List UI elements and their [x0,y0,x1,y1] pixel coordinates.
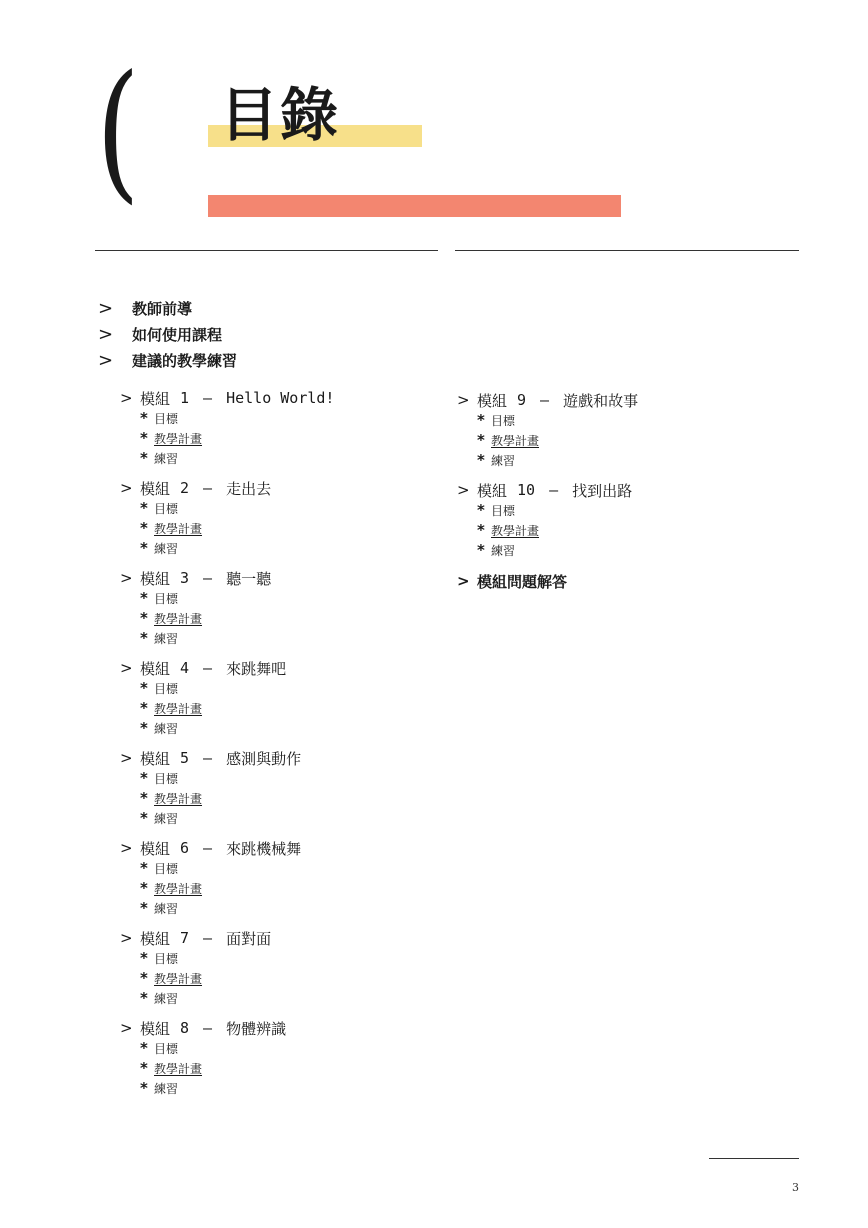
asterisk-icon: * [477,431,485,449]
asterisk-icon: * [140,789,148,807]
module-heading-1[interactable] [120,388,334,408]
module-subitem[interactable] [457,450,638,470]
subitem-label: 練習 [491,543,516,558]
module-subitem[interactable] [120,608,334,628]
module-subitem[interactable] [120,988,334,1008]
module-subitem[interactable] [120,788,334,808]
module-entry [120,748,334,828]
module-subitem[interactable] [457,500,638,520]
asterisk-icon: * [140,969,148,987]
module-entry [120,838,334,918]
page-title: 目錄 [220,81,341,149]
module-subitem[interactable] [120,878,334,898]
module-number: 1 [180,389,190,407]
module-number: 6 [180,839,190,857]
subitem-label: 練習 [154,1081,179,1096]
module-entry [457,390,638,470]
module-number: 7 [180,929,190,947]
module-separator: – [203,659,213,677]
chevron-right-icon: > [98,323,114,345]
asterisk-icon: * [140,409,148,427]
module-entry [120,478,334,558]
module-title: 來跳機械舞 [226,839,302,858]
module-separator: – [203,569,213,587]
subitem-label: 練習 [154,901,179,916]
module-separator: – [549,481,559,499]
subitem-label: 練習 [491,453,516,468]
module-subitem[interactable] [457,430,638,450]
asterisk-icon: * [140,589,148,607]
module-number: 5 [180,749,190,767]
module-title: 物體辨識 [226,1019,287,1038]
subitem-label: 教學計畫 [154,611,203,626]
module-separator: – [203,839,213,857]
module-subitem[interactable] [120,1058,334,1078]
subitem-label: 練習 [154,991,179,1006]
module-subitem[interactable] [120,858,334,878]
module-separator: – [203,479,213,497]
module-subitem[interactable] [120,948,334,968]
toc-link-how-to-use[interactable] [98,321,237,347]
module-title: 感測與動作 [226,749,302,768]
module-prefix: 模組 [140,839,171,858]
asterisk-icon: * [140,769,148,787]
module-heading-3[interactable] [120,568,334,588]
module-separator: – [203,389,213,407]
subitem-label: 目標 [491,413,516,428]
asterisk-icon: * [140,609,148,627]
subitem-label: 教學計畫 [154,701,203,716]
module-heading-6[interactable] [120,838,334,858]
module-subitem[interactable] [120,1038,334,1058]
toc-link-label: 模組問題解答 [477,572,568,591]
top-links [98,295,237,373]
page-number: 3 [792,1181,799,1194]
subitem-label: 目標 [154,771,179,786]
subitem-label: 教學計畫 [491,523,540,538]
module-subitem[interactable] [120,588,334,608]
subitem-label: 目標 [491,503,516,518]
asterisk-icon: * [140,1039,148,1057]
module-separator: – [203,1019,213,1037]
subitem-label: 教學計畫 [154,971,203,986]
chevron-right-icon: > [457,572,470,590]
module-title: 走出去 [226,479,272,498]
module-heading-10[interactable] [457,480,638,500]
module-subitem[interactable] [120,518,334,538]
module-prefix: 模組 [140,1019,171,1038]
asterisk-icon: * [140,499,148,517]
chevron-right-icon: > [120,479,133,497]
module-title: 來跳舞吧 [226,659,287,678]
module-separator: – [203,749,213,767]
module-subitem[interactable] [120,408,334,428]
asterisk-icon: * [140,809,148,827]
subitem-label: 練習 [154,721,179,736]
module-subitem[interactable] [120,968,334,988]
subitem-label: 目標 [154,501,179,516]
module-entry [120,388,334,468]
toc-link-label: 教師前導 [132,299,193,318]
module-subitem[interactable] [120,898,334,918]
divider-right [455,250,799,251]
subitem-label: 目標 [154,411,179,426]
asterisk-icon: * [477,501,485,519]
asterisk-icon: * [140,539,148,557]
module-number: 8 [180,1019,190,1037]
module-subitem[interactable] [120,1078,334,1098]
module-subitem[interactable] [120,498,334,518]
asterisk-icon: * [140,1059,148,1077]
asterisk-icon: * [477,541,485,559]
chevron-right-icon: > [120,839,133,857]
module-subitem[interactable] [120,538,334,558]
toc-link-suggested-practice[interactable] [98,347,237,373]
module-heading-9[interactable] [457,390,638,410]
chevron-right-icon: > [120,1019,133,1037]
asterisk-icon: * [140,519,148,537]
asterisk-icon: * [140,989,148,1007]
module-subitem[interactable] [457,410,638,430]
module-title: 聽一聽 [226,569,272,588]
asterisk-icon: * [140,899,148,917]
toc-link-module-answers[interactable] [457,570,638,592]
subitem-label: 目標 [154,681,179,696]
chevron-right-icon: > [457,391,470,409]
module-subitem[interactable] [457,540,638,560]
subitem-label: 練習 [154,451,179,466]
asterisk-icon: * [140,719,148,737]
module-list-left [120,388,334,1108]
module-entry [457,480,638,560]
asterisk-icon: * [140,699,148,717]
asterisk-icon: * [140,859,148,877]
module-subitem[interactable] [120,698,334,718]
chevron-right-icon: > [120,749,133,767]
module-separator: – [540,391,550,409]
module-subitem[interactable] [120,428,334,448]
subitem-label: 目標 [154,861,179,876]
module-heading-2[interactable] [120,478,334,498]
asterisk-icon: * [477,451,485,469]
subitem-label: 練習 [154,811,179,826]
module-heading-7[interactable] [120,928,334,948]
subitem-label: 目標 [154,1041,179,1056]
module-subitem[interactable] [120,808,334,828]
subitem-label: 練習 [154,541,179,556]
module-list-right [457,390,638,592]
subitem-label: 教學計畫 [154,521,203,536]
module-entry [120,568,334,648]
module-heading-8[interactable] [120,1018,334,1038]
divider-left [95,250,438,251]
asterisk-icon: * [140,629,148,647]
module-subitem[interactable] [120,768,334,788]
module-prefix: 模組 [477,391,508,410]
subitem-label: 教學計畫 [154,881,203,896]
chevron-right-icon: > [120,569,133,587]
chevron-right-icon: > [120,929,133,947]
chevron-right-icon: > [120,389,133,407]
module-entry [120,1018,334,1098]
subitem-label: 目標 [154,591,179,606]
toc-link-teacher-guide[interactable] [98,295,237,321]
module-subitem[interactable] [457,520,638,540]
module-heading-5[interactable] [120,748,334,768]
module-title: 找到出路 [572,481,633,500]
module-number: 10 [517,481,536,499]
asterisk-icon: * [477,411,485,429]
asterisk-icon: * [140,1079,148,1097]
subitem-label: 教學計畫 [154,1061,203,1076]
module-subitem[interactable] [120,718,334,738]
subitem-label: 練習 [154,631,179,646]
subitem-label: 教學計畫 [154,791,203,806]
module-title: 遊戲和故事 [563,391,639,410]
module-number: 9 [517,391,527,409]
module-entry [120,658,334,738]
module-prefix: 模組 [477,481,508,500]
chevron-right-icon: > [98,349,114,371]
title-accent-bar [208,195,621,217]
subitem-label: 目標 [154,951,179,966]
subitem-label: 教學計畫 [491,433,540,448]
chevron-right-icon: > [457,481,470,499]
footer-rule [709,1158,799,1159]
module-prefix: 模組 [140,479,171,498]
module-prefix: 模組 [140,569,171,588]
module-separator: – [203,929,213,947]
module-title: Hello World! [226,389,335,407]
toc-link-label: 如何使用課程 [132,325,223,344]
chevron-right-icon: > [98,297,114,319]
module-prefix: 模組 [140,389,171,408]
asterisk-icon: * [140,429,148,447]
module-prefix: 模組 [140,749,171,768]
module-number: 2 [180,479,190,497]
module-prefix: 模組 [140,929,171,948]
asterisk-icon: * [140,679,148,697]
module-prefix: 模組 [140,659,171,678]
module-title: 面對面 [226,929,272,948]
toc-link-label: 建議的教學練習 [132,351,238,370]
module-number: 3 [180,569,190,587]
module-entry [120,928,334,1008]
asterisk-icon: * [140,449,148,467]
module-subitem[interactable] [120,448,334,468]
module-subitem[interactable] [120,678,334,698]
subitem-label: 教學計畫 [154,431,203,446]
module-subitem[interactable] [120,628,334,648]
decorative-parenthesis: ( [96,44,140,218]
module-heading-4[interactable] [120,658,334,678]
asterisk-icon: * [140,949,148,967]
asterisk-icon: * [140,879,148,897]
chevron-right-icon: > [120,659,133,677]
module-number: 4 [180,659,190,677]
asterisk-icon: * [477,521,485,539]
